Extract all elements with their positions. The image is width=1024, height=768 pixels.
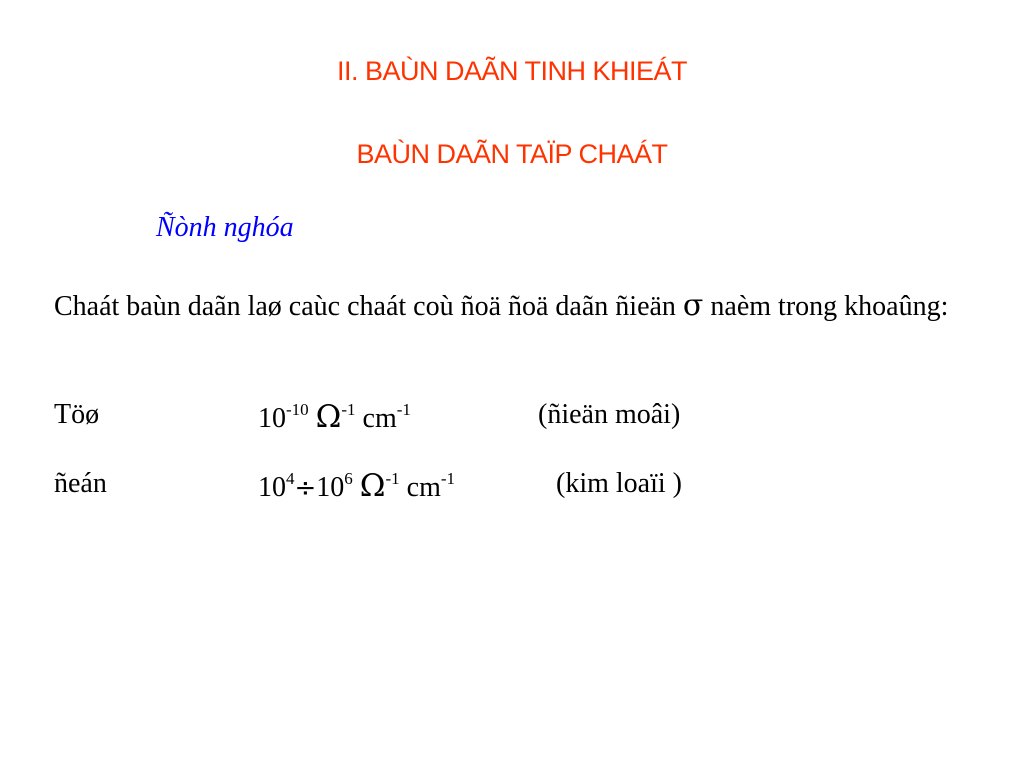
paragraph-text-start: Chaát baùn daãn laø caùc chaát coù ñoä ñoä daãn ñieän: [54, 291, 683, 322]
row-label: Töø: [54, 399, 100, 430]
range-value: [258, 468, 455, 504]
range-value: [258, 399, 411, 435]
slide-subtitle: BAÙN DAÃN TAÏP CHAÁT: [356, 139, 668, 169]
omega-exponent: -1: [385, 469, 400, 488]
range-base-from: 10: [258, 472, 286, 503]
sigma-symbol: σ: [682, 288, 704, 323]
range-sign: ÷: [294, 473, 317, 503]
unit-cm: cm: [362, 403, 397, 434]
unit-cm: cm: [406, 472, 441, 503]
omega-symbol: Ω: [315, 399, 342, 435]
paragraph-text-end: naèm trong khoaûng:: [703, 291, 949, 322]
range-exponent-to: 6: [344, 469, 353, 488]
range-base-to: 10: [316, 472, 345, 503]
definition-heading: Ñònh nghóa: [156, 212, 294, 243]
omega-exponent: -1: [341, 400, 356, 419]
slide-title: II. BAÙN DAÃN TINH KHIEÁT: [336, 56, 688, 86]
range-exponent-from: 4: [286, 469, 295, 488]
omega-symbol: Ω: [359, 468, 386, 504]
unit-exponent: -1: [396, 400, 411, 419]
row-label: ñeán: [54, 468, 107, 499]
row-note: (ñieän moâi): [538, 399, 681, 430]
unit-exponent: -1: [440, 469, 456, 488]
range-exponent: -10: [286, 400, 309, 419]
range-base: 10: [258, 403, 286, 434]
definition-paragraph: [54, 280, 984, 332]
row-note: (kim loaïi ): [556, 468, 682, 499]
